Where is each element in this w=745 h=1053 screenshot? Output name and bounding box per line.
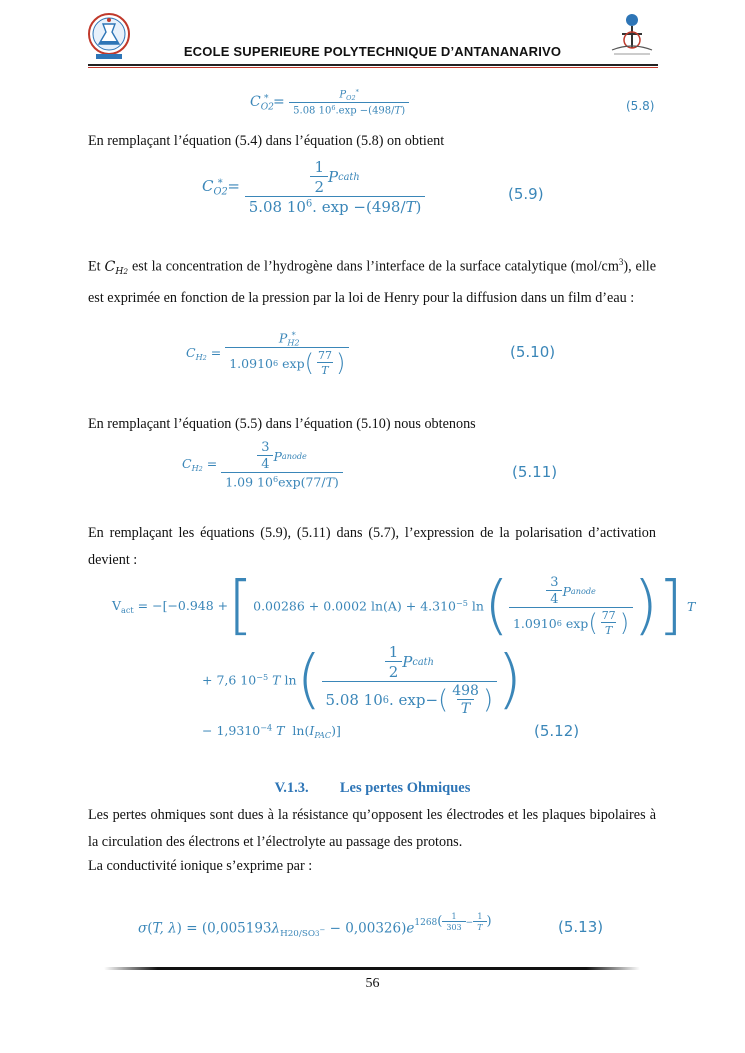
equation-5-12-line-3: − $1,9310^{-4}$ T $\ln(I_{PAC})$] [202, 723, 341, 741]
equation-5-9: $C_{O2}^*$ = $\frac{1}{2}$ P cath 5.08 $10^6$. exp −(498/T) [202, 158, 425, 216]
paragraph-6: La conductivité ionique s’exprime par : [88, 858, 313, 874]
equation-5-12-line-2: + 7,6 $10^{-5}$ T ln ( $\frac{1}{2}$ P cath 5.08 10 6 . exp− ( $\frac{498}{T}$ ) ) [202, 643, 523, 717]
paragraph-2 [88, 249, 656, 312]
equation-number-5-9: (5.9) [508, 185, 544, 203]
paragraph-3: En remplaçant l’équation (5.5) dans l’équation (5.10) nous obtenons [88, 416, 476, 432]
header-rule [88, 64, 658, 66]
equation-5-13: σ(T, $\lambda) = (0,005193\lambda_{H20/SO3^-} - 0,00326)e^{1268( \frac{1}{303} - \frac{1}{T} )}$ [138, 912, 492, 939]
equation-number-5-13: (5.13) [558, 918, 604, 936]
paragraph-4: En remplaçant les équations (5.9), (5.11) dans (5.7), l’expression de la polarisation d’activation devient : [88, 525, 656, 568]
page-number: 56 [365, 976, 380, 991]
equation-number-5-10: (5.10) [510, 343, 556, 361]
equation-5-11: $C_{H2}$ = $\frac{3}{4}$ P anode 1.09 $10^6\exp(77/T)$ [182, 440, 343, 489]
equation-number-5-11: (5.11) [512, 463, 558, 481]
paragraph-2-part-b: est la concentration de l’hydrogène dans l’interface de la surface catalytique (mol/cm [131, 258, 619, 275]
equation-5-8: $C_{O2}^*$ = $\frac{P_{O2}^*}{5.08 10^6.\exp -(498/T)}$ [250, 88, 409, 116]
section-heading [0, 780, 745, 797]
symbol-ch2: $C_{H2}$ [104, 258, 129, 277]
header-school-name: ECOLE SUPERIEURE POLYTECHNIQUE D’ANTANANARIVO [183, 44, 562, 59]
equation-5-10: $C_{H2}$ = $P_{H2}^*$ 1.0910 6 exp ( $\frac{77}{T}$ ) [186, 330, 349, 377]
paragraph-2-sup: 3 [618, 257, 624, 267]
equation-number-5-12: (5.12) [534, 722, 580, 740]
section-title: Les pertes Ohmiques [339, 780, 471, 796]
header-rule-accent [88, 67, 658, 68]
paragraph-2-part-c: ), elle est exprimée en fonction de la pression par la loi de Henry pour la diffusion dans un film d’eau : [88, 258, 657, 307]
paragraph-5: Les pertes ohmiques sont dues à la résistance qu’opposent les électrodes et les plaques bipolaires à la circulation des électrons et l’électrolyte au passage des protons. [88, 807, 656, 850]
equation-5-12-line-1: $V_{act} = -[-0.948$ + [ 0.00286 + 0.0002 $\ln(A) + 4.310^{-5}$ ln ( $\frac{3}{4}$ P anode 1.0910 6 exp ( $\frac{77}{T}$ ) ) ] T [112, 569, 696, 643]
equation-number-5-8: (5.8) [626, 99, 655, 113]
paragraph-2-part-a: Et [88, 258, 101, 275]
paragraph-1: En remplaçant l’équation (5.4) dans l’équation (5.8) on obtient [88, 133, 445, 149]
footer-rule [104, 967, 640, 970]
section-number: V.1.3. [274, 780, 309, 796]
